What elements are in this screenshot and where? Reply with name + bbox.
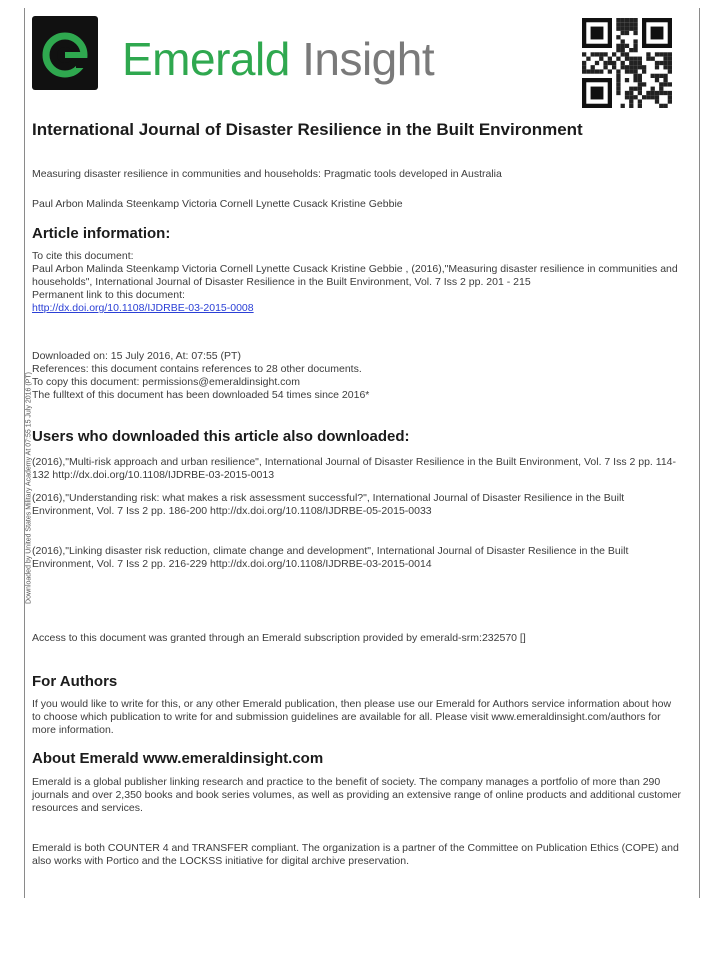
about-paragraph-2: Emerald is both COUNTER 4 and TRANSFER compliant. The organization is a partner of the Committee on Publication Ethics (COPE) and also works with Portico and the LOCKSS initiative for digital archive preservation. xyxy=(32,842,679,867)
article-authors: Paul Arbon Malinda Steenkamp Victoria Cornell Lynette Cusack Kristine Gebbie xyxy=(32,198,403,210)
for-authors-text: If you would like to write for this, or any other Emerald publication, then please use our Emerald for Authors service information about how to choose which publication to write for and submission guidelines are available for all. Please visit www.emeraldinsight.com/authors for more information. xyxy=(32,698,672,736)
article-information-heading: Article information: xyxy=(32,225,171,242)
also-downloaded-list-2 xyxy=(32,492,682,518)
about-emerald-heading: About Emerald www.emeraldinsight.com xyxy=(32,750,324,767)
also-downloaded-heading: Users who downloaded this article also downloaded: xyxy=(32,428,410,445)
related-article-1[interactable]: (2016),"Multi-risk approach and urban resilience", International Journal of Disaster Resilience in the Built Environment, Vol. 7 Iss 2 pp. 114-132 http://dx.doi.org/10.1108/IJDRBE-03-2015-0013 xyxy=(32,456,677,481)
also-downloaded-list-3 xyxy=(32,545,682,571)
fulltext-count: The fulltext of this document has been downloaded 54 times since 2016* xyxy=(32,389,370,401)
brand-first-word: Emerald xyxy=(122,33,290,85)
access-note: Access to this document was granted through an Emerald subscription provided by emerald-srm:232570 [] xyxy=(32,632,526,644)
brand-second-word: Insight xyxy=(289,33,435,85)
about-paragraph-1: Emerald is a global publisher linking research and practice to the benefit of society. The company manages a portfolio of more than 290 journals and over 2,350 books and book series volumes, as well as providing an extensive range of online products and additional customer resources and services. xyxy=(32,776,682,814)
downloaded-on: Downloaded on: 15 July 2016, At: 07:55 (PT) xyxy=(32,350,241,362)
download-stamp-text: Downloaded by United States Military Academy At 07:55 15 July 2016 (PT) xyxy=(25,372,33,604)
citation-text: Paul Arbon Malinda Steenkamp Victoria Cornell Lynette Cusack Kristine Gebbie , (2016),"Measuring disaster resilience in communities and households", International Journal of Disaster Resilience in the Built Environment, Vol. 7 Iss 2 pp. 201 - 215 xyxy=(32,263,678,288)
for-authors-heading: For Authors xyxy=(32,673,118,690)
brand-logotype[interactable] xyxy=(122,34,434,84)
references-count: References: this document contains references to 28 other documents. xyxy=(32,363,362,375)
doi-link[interactable]: http://dx.doi.org/10.1108/IJDRBE-03-2015-0008 xyxy=(32,302,254,314)
copy-permissions: To copy this document: permissions@emeraldinsight.com xyxy=(32,376,301,388)
related-article-2[interactable]: (2016),"Understanding risk: what makes a risk assessment successful?", International Journal of Disaster Resilience in the Built Environment, Vol. 7 Iss 2 pp. 186-200 http://dx.doi.org/10.1108/IJDRBE-05-2015-0033 xyxy=(32,492,625,517)
article-title: Measuring disaster resilience in communities and households: Pragmatic tools developed in Australia xyxy=(32,168,502,180)
journal-title: International Journal of Disaster Resilience in the Built Environment xyxy=(32,120,583,139)
related-article-3[interactable]: (2016),"Linking disaster risk reduction, climate change and development", International Journal of Disaster Resilience in the Built Environment, Vol. 7 Iss 2 pp. 216-229 http://dx.doi.org/10.1108/IJDRBE-03-2015-0014 xyxy=(32,545,629,570)
header xyxy=(30,14,690,114)
cite-label: To cite this document: xyxy=(32,250,134,262)
emerald-logo-icon[interactable] xyxy=(32,16,98,90)
download-stats xyxy=(32,350,682,402)
permanent-link-label: Permanent link to this document: xyxy=(32,289,185,301)
qr-code-icon xyxy=(582,18,672,108)
article-information xyxy=(32,250,682,315)
also-downloaded-list xyxy=(32,456,682,482)
